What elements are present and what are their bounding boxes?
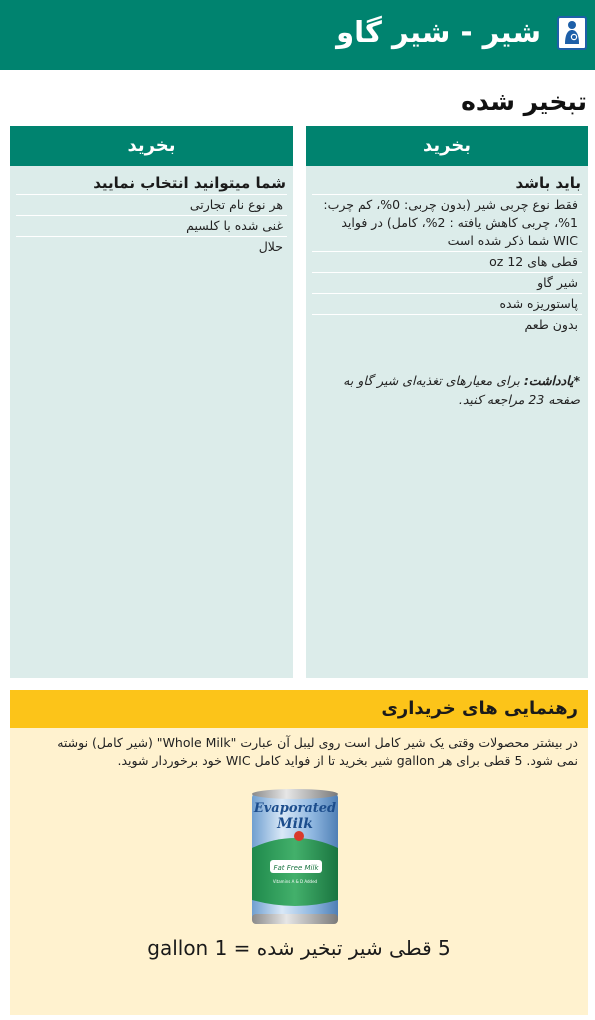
note-text: برای معیارهای تغذیه‌ای شیر گاو به صفحه 23 مراجعه کنید. (343, 373, 580, 407)
optional-column (10, 126, 293, 678)
right-column-header: بخرید (306, 126, 588, 166)
page-header (0, 0, 595, 70)
list-item: بدون طعم (524, 317, 578, 332)
can-badge: Fat Free Milk (273, 864, 319, 872)
nutrition-note (312, 371, 582, 409)
shopping-guide (10, 690, 588, 1015)
list-item: هر نوع نام تجارتی (16, 195, 287, 216)
guide-header: رهنمایی های خریداری (10, 690, 588, 728)
left-column-subheading: شما میتوانید انتخاب نمایید (16, 172, 287, 195)
evaporated-milk-can-image (250, 788, 340, 928)
guide-text: در بیشتر محصولات وقتی یک شیر کامل است روی لیبل آن عبارت "Whole Milk" (شیر کامل) نوشته نمی شود. 5 قطی برای هر gallon شیر بخرید تا از فواید کامل WIC خود برخوردار شوید. (57, 735, 578, 768)
conversion-equation: 5 قطی شیر تبخیر شده = 1 gallon (147, 936, 451, 960)
can-label-line1: Evaporated (253, 801, 337, 816)
list-item: حلال (258, 239, 283, 254)
required-column (306, 126, 588, 678)
note-label: *یادداشت: (523, 373, 580, 388)
list-item: غنی شده با کلسیم (16, 216, 287, 237)
section-subtitle: تبخیر شده (461, 87, 587, 116)
list-item: پاستوریزه شده (312, 294, 582, 315)
list-item: فقط نوع چربی شیر (بدون چربی: 0%، کم چرب: 1%، چربی کاهش یافته : 2%، کامل) در فواید WIC شما ذکر شده است (312, 195, 582, 252)
page-title: شیر - شیر گاو (336, 15, 541, 49)
right-column-subheading: باید باشد (312, 172, 582, 195)
wic-mother-child-icon (557, 16, 587, 50)
list-item: شیر گاو (312, 273, 582, 294)
can-label-line2: Milk (277, 816, 313, 832)
left-column-header: بخرید (10, 126, 293, 166)
list-item: قطی های 12 oz (312, 252, 582, 273)
can-small-text: Vitamins A & D Added (272, 879, 318, 884)
